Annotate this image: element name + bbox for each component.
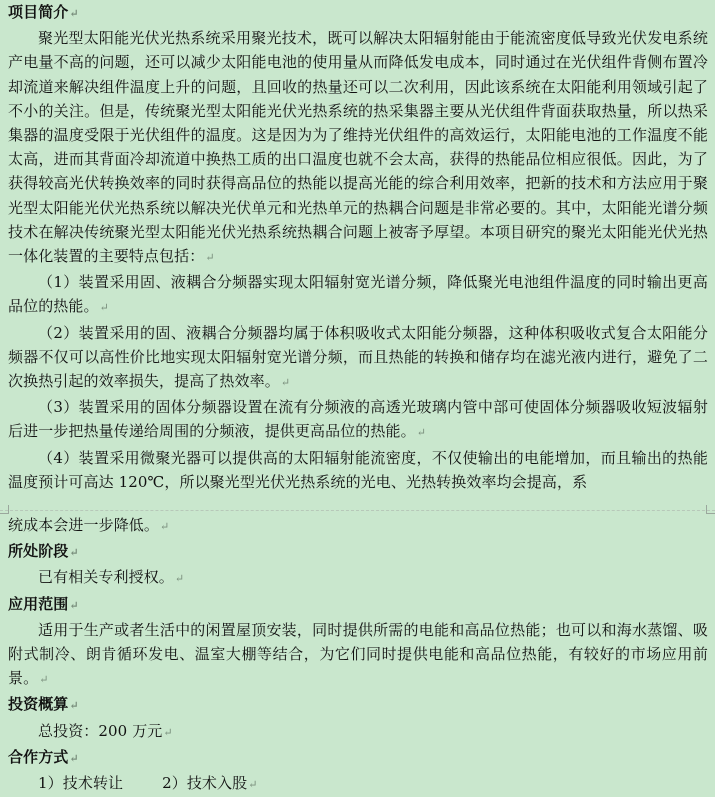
project-continued-text: 统成本会进一步降低。↵ xyxy=(8,516,170,535)
investment-text: 总投资：200 万元↵ xyxy=(38,721,173,740)
feature-list xyxy=(8,270,708,494)
paragraph-mark-icon: ↵ xyxy=(69,7,79,20)
paragraph-mark-icon: ↵ xyxy=(174,572,185,586)
paragraph-mark-icon: ↵ xyxy=(416,426,427,440)
document-content xyxy=(8,0,708,797)
application-text: 适用于生产或者生活中的闲置屋顶安装，同时提供所需的电能和高品位热能；也可以和海水蒸馏、吸附式制冷、朗肯循环发电、温室大棚等结合，为它们同时提供电能和高品位热能，有较好的市场应用前景。↵ xyxy=(8,620,708,688)
paragraph-mark-icon: ↵ xyxy=(39,673,49,687)
project-intro-paragraph: 聚光型太阳能光伏光热系统采用聚光技术，既可以解决太阳辐射能由于能流密度低导致光伏发电系统产电量不高的问题，还可以减少太阳能电池的使用量从而降低发电成本，同时通过在光伏组件背侧布置冷却流道来解决组件温度上升的问题，且回收的热量还可以二次利用，因此该系统在太阳能利用领域引起了不小的关注。但是，传统聚光型太阳能光伏光热系统的热采集器主要从光伏组件背面获取热量，所以热采集器的温度受限于光伏组件的温度。这是因为为了维持光伏组件的高效运行，太阳能电池的工作温度不能太高，进而其背面冷却流道中换热工质的出口温度也就不会太高，获得的热能品位相应很低。因此，为了获得较高光伏转换效率的同时获得高品位的热能以提高光能的综合利用效率，把新的技术和方法应用于聚光型太阳能光伏光热系统以解决光伏单元和光热单元的热耦合问题是非常必要的。其中，太阳能光谱分频技术在解决传统聚光型太阳能光伏光热系统热耦合问题上被寄予厚望。本项目研究的聚光太阳能光伏光热一体化装置的主要特点包括：↵ xyxy=(8,29,708,266)
page-gap xyxy=(8,494,708,513)
paragraph-mark-icon: ↵ xyxy=(205,251,215,265)
cooperation-heading: 合作方式↵ xyxy=(8,747,79,766)
application-heading: 应用范围↵ xyxy=(8,594,79,613)
feature-item-2: （2）装置采用的固、液耦合分频器均属于体积吸收式太阳能分频器，这种体积吸收式复合太阳能分频器不仅可以高性价比地实现太阳辐射宽光谱分频，而且热能的转换和储存均在滤光液内进行，避免了二次换热引起的效率损失，提高了热效率。↵ xyxy=(8,323,708,391)
project-heading: 项目简介↵ xyxy=(8,3,79,21)
paragraph-mark-icon: ↵ xyxy=(69,546,79,560)
paragraph-mark-icon: ↵ xyxy=(69,751,79,765)
paragraph-mark-icon: ↵ xyxy=(160,520,170,534)
paragraph-mark-icon: ↵ xyxy=(69,598,79,612)
cooperation-text: 1）技术转让 2）技术入股↵ xyxy=(38,774,258,793)
paragraph-mark-icon: ↵ xyxy=(248,778,258,792)
paragraph-mark-icon: ↵ xyxy=(163,725,173,739)
paragraph-mark-icon: ↵ xyxy=(99,301,109,315)
stage-heading: 所处阶段↵ xyxy=(8,542,79,561)
feature-item-1: （1）装置采用固、液耦合分频器实现太阳辐射宽光谱分频，降低聚光电池组件温度的同时输出更高品位的热能。↵ xyxy=(8,273,708,316)
investment-heading: 投资概算↵ xyxy=(8,695,79,714)
feature-item-4: （4）装置采用微聚光器可以提供高的太阳辐射能流密度，不仅使输出的电能增加，而且输出的热能温度预计可高达 120℃，所以聚光型光伏光热系统的光电、光热转换效率均会提高，系 xyxy=(8,448,708,491)
paragraph-mark-icon: ↵ xyxy=(280,376,291,390)
feature-item-3: （3）装置采用的固体分频器设置在流有分频液的高透光玻璃内管中部可使固体分频器吸收短波辐射后进一步把热量传递给周围的分频液，提供更高品位的热能。↵ xyxy=(8,398,708,441)
stage-text: 已有相关专利授权。↵ xyxy=(38,568,185,587)
paragraph-mark-icon: ↵ xyxy=(69,699,79,713)
